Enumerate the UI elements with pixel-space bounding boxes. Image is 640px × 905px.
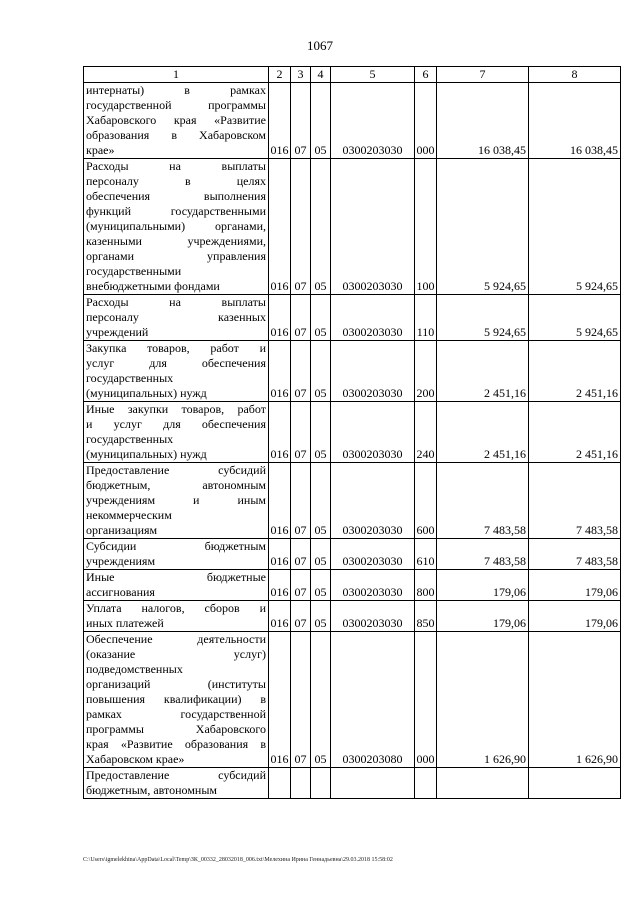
expense-type-code: 610 xyxy=(415,539,437,570)
expense-type-code: 200 xyxy=(415,341,437,402)
header-cell: 7 xyxy=(437,67,529,83)
target-article-code: 0300203030 xyxy=(331,570,415,601)
description-line: внебюджетными фондами xyxy=(86,279,220,293)
description-line: учреждениям и иным xyxy=(86,493,266,507)
amount-column-7: 16 038,45 xyxy=(437,83,529,159)
row-description xyxy=(84,570,269,601)
subsection-code: 05 xyxy=(311,601,331,632)
target-article-code: 0300203030 xyxy=(331,402,415,463)
description-line: (оказание услуг) xyxy=(86,647,266,661)
description-line: Хабаровском крае» xyxy=(86,752,185,766)
header-row xyxy=(84,67,621,83)
expense-type-code: 000 xyxy=(415,83,437,159)
description-line: Предоставление субсидий xyxy=(86,463,266,477)
row-description xyxy=(84,295,269,341)
expense-type-code: 000 xyxy=(415,632,437,768)
description-line: Субсидии бюджетным xyxy=(86,539,266,553)
row-description xyxy=(84,463,269,539)
description-line: иных платежей xyxy=(86,616,164,630)
header-cell: 2 xyxy=(269,67,291,83)
description-line: Иные закупки товаров, работ xyxy=(86,402,266,416)
description-line: края «Развитие образования в xyxy=(86,737,266,751)
description-line: государственными xyxy=(86,264,182,278)
header-cell: 5 xyxy=(331,67,415,83)
ministry-code: 016 xyxy=(269,539,291,570)
row-description xyxy=(84,632,269,768)
amount-column-7: 1 626,90 xyxy=(437,632,529,768)
description-line: Расходы на выплаты xyxy=(86,159,266,173)
description-line: учреждений xyxy=(86,325,149,339)
row-description xyxy=(84,768,269,799)
description-line: государственной программы xyxy=(86,98,266,112)
table-row xyxy=(84,570,621,601)
ministry-code: 016 xyxy=(269,295,291,341)
amount-column-8: 179,06 xyxy=(529,601,621,632)
expense-type-code: 800 xyxy=(415,570,437,601)
description-line: организаций (институты xyxy=(86,677,266,691)
target-article-code xyxy=(331,768,415,799)
subsection-code: 05 xyxy=(311,295,331,341)
table-row xyxy=(84,463,621,539)
expense-type-code: 600 xyxy=(415,463,437,539)
description-line: казенными учреждениями, xyxy=(86,234,266,248)
target-article-code: 0300203030 xyxy=(331,83,415,159)
target-article-code: 0300203030 xyxy=(331,539,415,570)
description-line: бюджетным, автономным xyxy=(86,783,217,797)
target-article-code: 0300203030 xyxy=(331,341,415,402)
amount-column-8: 2 451,16 xyxy=(529,341,621,402)
subsection-code: 05 xyxy=(311,402,331,463)
budget-table xyxy=(83,66,621,799)
section-code: 07 xyxy=(291,341,311,402)
subsection-code: 05 xyxy=(311,83,331,159)
description-line: интернаты) в рамках xyxy=(86,83,266,97)
description-line: (муниципальных) нужд xyxy=(86,386,207,400)
section-code: 07 xyxy=(291,570,311,601)
amount-column-8: 5 924,65 xyxy=(529,295,621,341)
table-row xyxy=(84,402,621,463)
header-cell: 4 xyxy=(311,67,331,83)
description-line: программы Хабаровского xyxy=(86,722,266,736)
table-row xyxy=(84,768,621,799)
description-line: (муниципальными) органами, xyxy=(86,219,266,233)
amount-column-7: 5 924,65 xyxy=(437,159,529,295)
description-line: государственных xyxy=(86,432,174,446)
description-line: повышения квалификации) в xyxy=(86,692,266,706)
description-line: крае» xyxy=(86,143,115,157)
table-row xyxy=(84,632,621,768)
section-code: 07 xyxy=(291,83,311,159)
section-code: 07 xyxy=(291,601,311,632)
description-line: Закупка товаров, работ и xyxy=(86,341,266,355)
file-path-footer: C:\Users\igmelekhina\AppData\Local\Temp\ЗК_00332_28032018_006.txt\Мелехина Ирина Геннадьевна\29.03.2018 15:58:02 xyxy=(83,857,393,863)
description-line: функций государственными xyxy=(86,204,266,218)
description-line: подведомственных xyxy=(86,662,183,676)
expense-type-code xyxy=(415,768,437,799)
expense-type-code: 240 xyxy=(415,402,437,463)
section-code: 07 xyxy=(291,402,311,463)
section-code: 07 xyxy=(291,632,311,768)
description-line: Предоставление субсидий xyxy=(86,768,266,782)
description-line: (муниципальных) нужд xyxy=(86,447,207,461)
amount-column-7: 179,06 xyxy=(437,601,529,632)
subsection-code: 05 xyxy=(311,341,331,402)
description-line: учреждениям xyxy=(86,554,156,568)
target-article-code: 0300203030 xyxy=(331,463,415,539)
subsection-code: 05 xyxy=(311,463,331,539)
subsection-code: 05 xyxy=(311,539,331,570)
ministry-code xyxy=(269,768,291,799)
description-line: Иные бюджетные xyxy=(86,570,266,584)
ministry-code: 016 xyxy=(269,632,291,768)
description-line: рамках государственной xyxy=(86,707,266,721)
amount-column-8: 179,06 xyxy=(529,570,621,601)
subsection-code: 05 xyxy=(311,570,331,601)
target-article-code: 0300203030 xyxy=(331,159,415,295)
description-line: персоналу в целях xyxy=(86,174,266,188)
section-code: 07 xyxy=(291,159,311,295)
description-line: ассигнования xyxy=(86,585,155,599)
table-row xyxy=(84,83,621,159)
description-line: некоммерческим xyxy=(86,508,172,522)
description-line: Расходы на выплаты xyxy=(86,295,266,309)
amount-column-8: 16 038,45 xyxy=(529,83,621,159)
ministry-code: 016 xyxy=(269,341,291,402)
amount-column-7: 7 483,58 xyxy=(437,463,529,539)
description-line: Уплата налогов, сборов и xyxy=(86,601,266,615)
table-row xyxy=(84,159,621,295)
description-line: обеспечения выполнения xyxy=(86,189,266,203)
section-code: 07 xyxy=(291,295,311,341)
ministry-code: 016 xyxy=(269,601,291,632)
description-line: образования в Хабаровском xyxy=(86,128,266,142)
row-description xyxy=(84,539,269,570)
expense-type-code: 850 xyxy=(415,601,437,632)
subsection-code xyxy=(311,768,331,799)
ministry-code: 016 xyxy=(269,402,291,463)
description-line: органами управления xyxy=(86,249,266,263)
table-row xyxy=(84,601,621,632)
row-description xyxy=(84,341,269,402)
header-cell: 8 xyxy=(529,67,621,83)
header-cell: 3 xyxy=(291,67,311,83)
description-line: услуг для обеспечения xyxy=(86,356,266,370)
amount-column-8: 1 626,90 xyxy=(529,632,621,768)
row-description xyxy=(84,83,269,159)
ministry-code: 016 xyxy=(269,83,291,159)
amount-column-8: 5 924,65 xyxy=(529,159,621,295)
amount-column-7: 2 451,16 xyxy=(437,341,529,402)
section-code: 07 xyxy=(291,463,311,539)
description-line: и услуг для обеспечения xyxy=(86,417,266,431)
amount-column-7: 7 483,58 xyxy=(437,539,529,570)
amount-column-8: 2 451,16 xyxy=(529,402,621,463)
row-description xyxy=(84,402,269,463)
header-cell: 6 xyxy=(415,67,437,83)
row-description xyxy=(84,159,269,295)
description-line: персоналу казенных xyxy=(86,310,266,324)
table-row xyxy=(84,341,621,402)
page-number: 1067 xyxy=(307,38,333,53)
target-article-code: 0300203080 xyxy=(331,632,415,768)
subsection-code: 05 xyxy=(311,159,331,295)
amount-column-7: 5 924,65 xyxy=(437,295,529,341)
description-line: Обеспечение деятельности xyxy=(86,632,266,646)
target-article-code: 0300203030 xyxy=(331,601,415,632)
target-article-code: 0300203030 xyxy=(331,295,415,341)
description-line: организациям xyxy=(86,523,158,537)
description-line: Хабаровского края «Развитие xyxy=(86,113,266,127)
row-description xyxy=(84,601,269,632)
description-line: бюджетным, автономным xyxy=(86,478,266,492)
ministry-code: 016 xyxy=(269,463,291,539)
table-row xyxy=(84,295,621,341)
expense-type-code: 100 xyxy=(415,159,437,295)
amount-column-7: 2 451,16 xyxy=(437,402,529,463)
expense-type-code: 110 xyxy=(415,295,437,341)
section-code xyxy=(291,768,311,799)
subsection-code: 05 xyxy=(311,632,331,768)
section-code: 07 xyxy=(291,539,311,570)
amount-column-8: 7 483,58 xyxy=(529,463,621,539)
amount-column-7 xyxy=(437,768,529,799)
amount-column-8: 7 483,58 xyxy=(529,539,621,570)
ministry-code: 016 xyxy=(269,159,291,295)
amount-column-7: 179,06 xyxy=(437,570,529,601)
amount-column-8 xyxy=(529,768,621,799)
table-row xyxy=(84,539,621,570)
description-line: государственных xyxy=(86,371,174,385)
header-cell: 1 xyxy=(84,67,269,83)
ministry-code: 016 xyxy=(269,570,291,601)
